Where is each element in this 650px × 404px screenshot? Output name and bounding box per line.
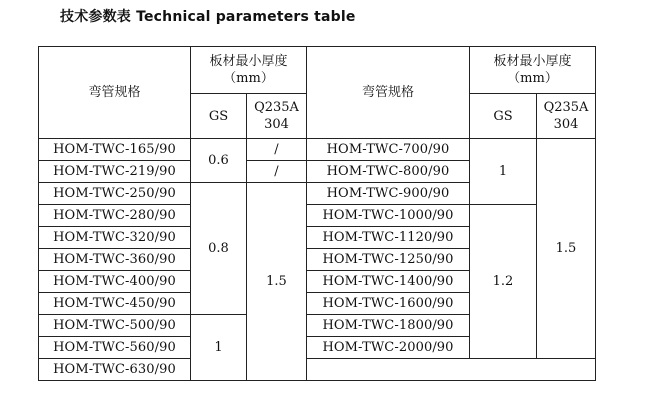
table-row-spec: HOM-TWC-1000/90 bbox=[307, 205, 470, 227]
empty-cell bbox=[307, 359, 596, 381]
table-row-spec: HOM-TWC-560/90 bbox=[39, 337, 191, 359]
thickness-header-right bbox=[470, 47, 596, 94]
unit-label: （mm） bbox=[223, 71, 274, 86]
table-row-spec: HOM-TWC-1600/90 bbox=[307, 293, 470, 315]
gs-value: 1 bbox=[470, 139, 537, 205]
q235-header-right bbox=[537, 94, 596, 139]
table-title: 技术参数表 Technical parameters table bbox=[60, 9, 356, 25]
unit-label: （mm） bbox=[507, 71, 558, 86]
q235-value: / bbox=[247, 161, 307, 183]
thickness-label: 板材最小厚度 bbox=[209, 54, 288, 69]
table-row-spec: HOM-TWC-320/90 bbox=[39, 227, 191, 249]
table-row-spec: HOM-TWC-450/90 bbox=[39, 293, 191, 315]
table-row-spec: HOM-TWC-500/90 bbox=[39, 315, 191, 337]
gs-value: 0.6 bbox=[191, 139, 247, 183]
thickness-label: 板材最小厚度 bbox=[493, 54, 572, 69]
table-row-spec: HOM-TWC-800/90 bbox=[307, 161, 470, 183]
gs-header-left: GS bbox=[191, 94, 247, 139]
table-row-spec: HOM-TWC-700/90 bbox=[307, 139, 470, 161]
steel-304-label: 304 bbox=[553, 117, 579, 132]
spec-header-left: 弯管规格 bbox=[39, 47, 191, 139]
thickness-header-left bbox=[191, 47, 307, 94]
table-row-spec: HOM-TWC-1800/90 bbox=[307, 315, 470, 337]
q235-value: 1.5 bbox=[247, 183, 307, 381]
table-row-spec: HOM-TWC-360/90 bbox=[39, 249, 191, 271]
spec-header-right: 弯管规格 bbox=[307, 47, 470, 139]
gs-value: 1 bbox=[191, 315, 247, 381]
q235-label: Q235A bbox=[254, 100, 299, 115]
steel-304-label: 304 bbox=[264, 117, 289, 132]
table-row-spec: HOM-TWC-165/90 bbox=[39, 139, 191, 161]
table-row-spec: HOM-TWC-280/90 bbox=[39, 205, 191, 227]
q235-header-left bbox=[247, 94, 307, 139]
table-row-spec: HOM-TWC-1400/90 bbox=[307, 271, 470, 293]
table-row-spec: HOM-TWC-1120/90 bbox=[307, 227, 470, 249]
table-row-spec: HOM-TWC-250/90 bbox=[39, 183, 191, 205]
table-row-spec: HOM-TWC-1250/90 bbox=[307, 249, 470, 271]
q235-label: Q235A bbox=[543, 100, 589, 115]
table-row-spec: HOM-TWC-900/90 bbox=[307, 183, 470, 205]
table-row-spec: HOM-TWC-219/90 bbox=[39, 161, 191, 183]
gs-header-right: GS bbox=[470, 94, 537, 139]
gs-value: 0.8 bbox=[191, 183, 247, 315]
technical-parameters-table bbox=[38, 46, 596, 381]
q235-value: / bbox=[247, 139, 307, 161]
gs-value: 1.2 bbox=[470, 205, 537, 359]
table-row-spec: HOM-TWC-2000/90 bbox=[307, 337, 470, 359]
table-row-spec: HOM-TWC-630/90 bbox=[39, 359, 191, 381]
q235-value: 1.5 bbox=[537, 139, 596, 359]
table-row-spec: HOM-TWC-400/90 bbox=[39, 271, 191, 293]
